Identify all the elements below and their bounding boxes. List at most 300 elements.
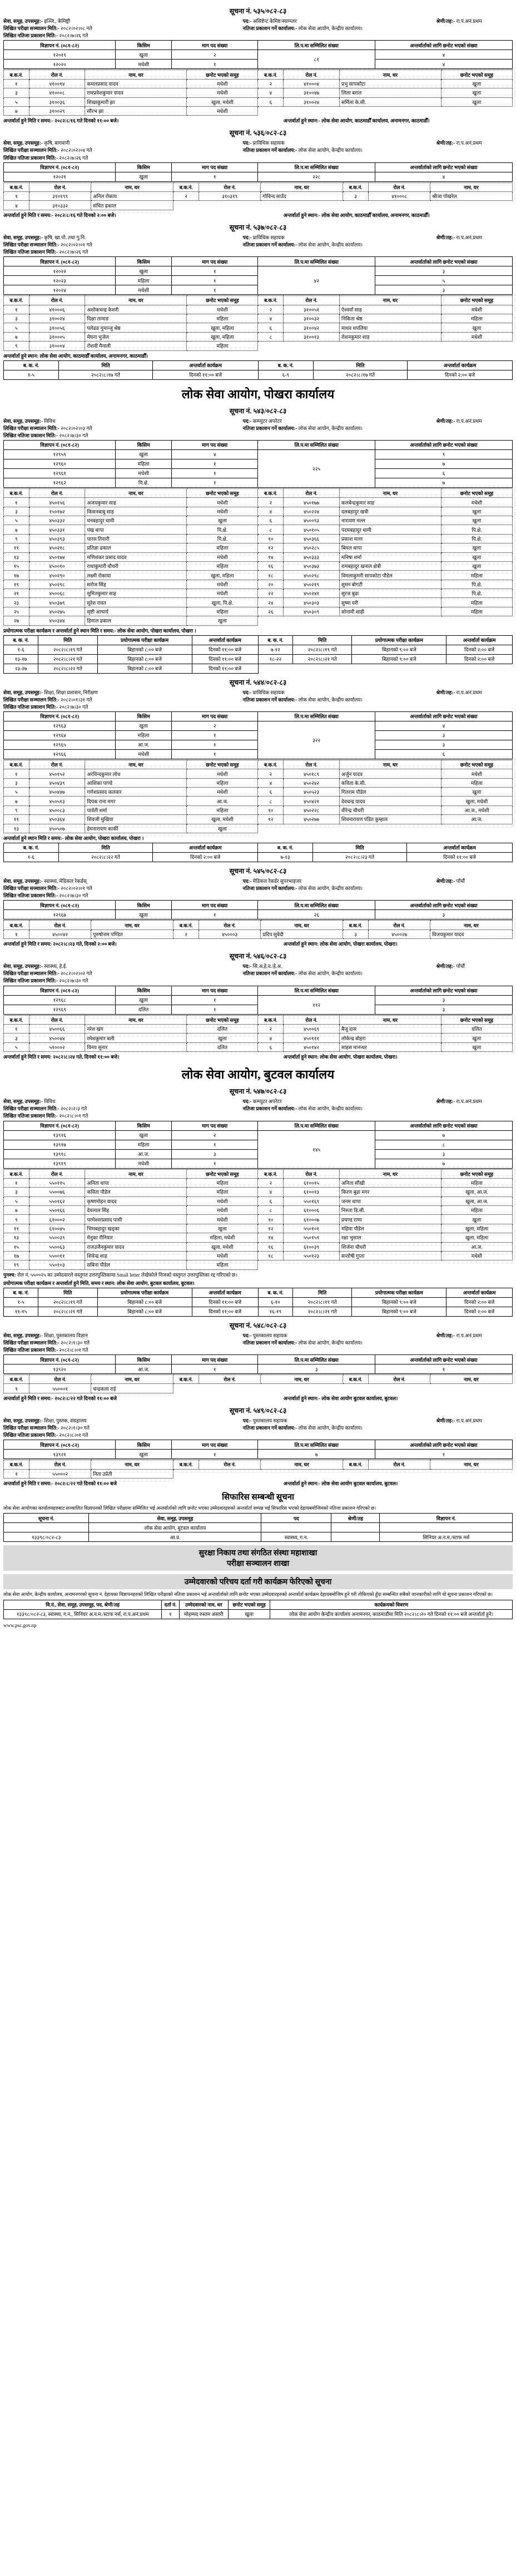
- cell-kisim: खुला: [116, 1450, 172, 1459]
- cell-roll: ५५००३९: [29, 1233, 85, 1242]
- meta-value: २०८२।८।०१ गते: [59, 1113, 88, 1119]
- th-practical-prog: प्रयोगात्मक परीक्षा कार्यक्रम: [97, 1288, 192, 1297]
- cell-group: खुला: [441, 1034, 512, 1042]
- cell-appeared: २२८: [258, 172, 375, 181]
- cell-name: रक्षा भुसाल: [339, 1233, 441, 1242]
- meta-label: पद:-: [242, 140, 252, 146]
- cell-name: साहस मानन्धर: [339, 1042, 441, 1051]
- cell-sn: १६: [258, 1242, 284, 1251]
- cell-name: संचित ढकाल: [91, 201, 173, 210]
- th-ad-no: विज्ञापन नं. (०८१-८२): [4, 41, 116, 50]
- cell-roll: ४५०२७५: [29, 607, 85, 616]
- th-ad-no: विज्ञापन नं. (०८१-८२): [4, 1121, 116, 1130]
- cell-sn: २१: [4, 589, 29, 598]
- cell-roll: ४५०२२८: [284, 805, 340, 814]
- meta-label: नतिजा प्रकाशन गर्ने कार्यालय:-: [242, 886, 297, 892]
- cell-roll: ५५०००२: [29, 1469, 91, 1478]
- meta-row: [3, 885, 513, 892]
- cell-sn: [258, 664, 292, 673]
- cell-kisim: महिला: [116, 730, 172, 740]
- cell-appeared: ७: [258, 1450, 375, 1459]
- table-row: [4, 266, 513, 276]
- cell-sn: १-६: [4, 852, 59, 862]
- cell-ad-no: १३९१७: [4, 1140, 116, 1149]
- meta-value: रा.प.अनं.प्रथम: [456, 234, 482, 240]
- cell-group: खुला: [187, 824, 258, 833]
- interview-place: अन्तर्वार्ता हुने स्थान:- लोक सेवा आयोग बुटवल कार्यालय, बुटवल।: [283, 1395, 398, 1401]
- meta-field: [243, 689, 436, 696]
- table-row: [4, 645, 513, 654]
- meta-field: [3, 878, 243, 884]
- cell-roll: ४५००६९: [284, 1024, 340, 1033]
- meta-label: लिखित परीक्षा सञ्चालन मिति:-: [3, 886, 59, 892]
- cell-group: खुला, मधेशी: [187, 1242, 258, 1251]
- cell-group: मधेशी: [187, 1196, 258, 1205]
- cell-roll: ३१००४२: [284, 323, 340, 332]
- th-roll: रोल नं.: [29, 1460, 91, 1469]
- cell-ad-no: १३९१९: [4, 1159, 116, 1168]
- th-selected: अन्तर्वार्ताको लागि छनोट भएको संख्या: [375, 257, 512, 266]
- cell-sn: ४: [258, 88, 284, 97]
- cell-name: बैजु दास: [339, 1024, 441, 1033]
- cell-name: प्रदिप सुवेदी: [261, 929, 343, 938]
- meta-label: नतिजा प्रकाशन गर्ने कार्यालय:-: [242, 26, 297, 32]
- th-roll: रोल नं.: [29, 1015, 85, 1024]
- table-row: [4, 1233, 513, 1242]
- schedule-place-line: अन्तर्वार्ता हुने स्थान: लोक सेवा आयोग, काठमाडौँ कार्यालय, अनामनगर, काठमाडौँ।: [3, 353, 148, 359]
- cell-posts: १: [171, 1005, 258, 1014]
- th-interview-prog: अन्तर्वार्ता कार्यक्रम: [446, 635, 513, 645]
- th-name: नाम, थर: [261, 1375, 343, 1384]
- cell-sn: २०: [258, 580, 284, 589]
- th-posts: माग पद संख्या: [171, 440, 258, 449]
- th-kisim: किसिम: [116, 1355, 172, 1364]
- cell-posts: १: [171, 478, 258, 487]
- cell-kisim: मधेशी: [116, 60, 172, 69]
- cell-roll: ५५०१६९: [284, 1196, 340, 1205]
- cell-miti: २०८२।८।१९ गते: [292, 1297, 351, 1307]
- cell-roll: ४५०१५६: [29, 498, 85, 507]
- meta-field: [243, 1417, 436, 1424]
- cell-posts: १: [171, 749, 258, 759]
- table-row: [4, 498, 513, 507]
- meta-label: लिखित नतिजा प्रकाशन मिति:-: [3, 1432, 58, 1438]
- cell-sn: १३: [4, 824, 29, 833]
- table-header-row: [4, 162, 513, 172]
- meta-field: [3, 704, 243, 710]
- cell-practical-prog: बिहानको ८:०० बजे: [97, 1307, 192, 1316]
- th-appeared: लि.प.मा सम्मिलित संख्या: [258, 162, 375, 172]
- cell-roll: ४५०१०५: [284, 525, 340, 534]
- meta-field: [243, 885, 436, 892]
- cell-kisim: खुला: [116, 1130, 172, 1140]
- meta-value: २०८२।७।३० गते: [59, 978, 88, 984]
- meta-value: इञ्जि., केमिष्ट्री: [44, 18, 71, 24]
- interview-datetime: अन्तर्वार्ता हुने मिति र समय:- २०८२/८/२२ गते दिनको ११:०० बजे: [3, 1395, 117, 1401]
- interview-place: अन्तर्वार्ता हुने स्थान: लोक सेवा आयोग, पोखरा कार्यालय, पोखरा।: [283, 941, 398, 947]
- cell-name: शिर्जना चौधरी: [339, 1242, 441, 1251]
- meta-value: लोक सेवा आयोग, केन्द्रीय कार्यालय।: [298, 241, 363, 248]
- meta-field: [243, 963, 436, 970]
- meta-field: [3, 696, 243, 703]
- th-name: नाम, थर: [339, 1169, 441, 1178]
- cell-sn: ४: [258, 1034, 284, 1042]
- th-kisim: किसिम: [116, 162, 172, 172]
- table-row: [4, 50, 513, 60]
- cell-selected: ३: [375, 1005, 512, 1014]
- cell-sn: ४: [258, 778, 284, 787]
- th-selected: अन्तर्वार्ताको लागि छनोट भएको संख्या: [375, 711, 512, 721]
- cell-selected: ३: [375, 285, 512, 295]
- vacancy-summary-table: [3, 440, 513, 488]
- th-name: नाम, थर: [85, 1015, 187, 1024]
- meta-label: लिखित परीक्षा सञ्चालन मिति:-: [3, 425, 59, 431]
- interview-place: अन्तर्वार्ता हुने स्थान:- लोक सेवा आयोग, काठमाडौँ कार्यालय, अनामनगर, काठमाडौँ।: [283, 212, 430, 218]
- meta-field: [3, 977, 243, 984]
- table-row: [4, 1609, 513, 1619]
- table-row: [4, 507, 513, 516]
- cell-name: पार्वती शर्मा: [85, 805, 187, 814]
- cell-roll: ४५०२४१: [284, 589, 340, 598]
- th-interview-prog: अन्तर्वार्ता कार्यक्रम: [408, 360, 513, 370]
- security-section-banner: [3, 1545, 513, 1571]
- meta-value: २०८२।१।३० गते: [60, 1339, 90, 1346]
- th-miti: मिति: [313, 360, 407, 370]
- cell-posts: १: [171, 1450, 258, 1459]
- table-row: [4, 1024, 513, 1033]
- cell-ad-no: १२९६५: [4, 740, 116, 749]
- cell-name: शिवजी मुखिया: [85, 815, 187, 824]
- meta-value: प्राविधिक सहायक: [252, 689, 285, 695]
- cell-sn: १३: [4, 552, 29, 561]
- cell-name: बिमल थापा: [339, 543, 441, 552]
- cell-selected: ३: [375, 740, 512, 749]
- cell-selected: ४: [375, 60, 512, 69]
- cell-sn: १६: [258, 561, 284, 570]
- cell-name: ऐश्वर्या साह: [339, 305, 441, 314]
- cell-kisim: मधेशी: [116, 285, 172, 295]
- th-posts: माग पद संख्या: [171, 162, 258, 172]
- cell-group: दलित: [187, 1024, 258, 1033]
- schedule-place-line: अन्तर्वार्ता हुने स्थान मिति र समय:- लोक सेवा आयोग, पोखरा कार्यालय, पोखरा ।: [3, 835, 144, 841]
- th-roll: रोल नं.: [29, 488, 85, 497]
- cell-group: खुला: [441, 1215, 512, 1224]
- cell-selected: ३: [375, 730, 512, 740]
- cell-roll: ४५०००३: [199, 929, 261, 938]
- meta-field: [3, 970, 243, 977]
- meta-field: [3, 18, 243, 24]
- cell-selected: ४: [375, 721, 512, 730]
- cell-level: [331, 1523, 380, 1532]
- th-sn: ब.क.नं.: [343, 921, 368, 929]
- notice-block: [3, 1066, 513, 1317]
- th-posts: माग पद संख्या: [171, 986, 258, 995]
- meta-label: श्रेणी/तह:-: [436, 963, 455, 970]
- cell-roll: ५५०१६६: [29, 1206, 85, 1215]
- cell-roll: ६१०००६: [284, 1206, 340, 1215]
- cell-name: नारायण मल्ल: [339, 516, 441, 525]
- th-interview-prog: अन्तर्वार्ता कार्यक्रम: [192, 635, 258, 645]
- meta-field: [243, 1339, 436, 1346]
- table-row: [4, 1384, 513, 1393]
- cell-interview-prog: दिनको ११:०० बजे: [192, 645, 258, 654]
- th-final-1: दर्ता नं.: [162, 1600, 179, 1609]
- cell-sn: १: [4, 1469, 29, 1478]
- vacancy-summary-table: [3, 1440, 513, 1459]
- cell-group: खुला, आ.ज.: [441, 1188, 512, 1196]
- candidates-table: [3, 1460, 513, 1479]
- notice-block: [3, 1321, 513, 1402]
- cell-practical-prog: बिहानको ८:०० बजे: [97, 1297, 192, 1307]
- meta-label: सेवा, समूह, उपसमूह:-: [3, 689, 43, 695]
- cell-roll: ३१००३६: [29, 97, 85, 106]
- table-row: [4, 824, 513, 833]
- meta-value: विविध: [44, 418, 56, 424]
- meta-label: सेवा, समूह, उपसमूह:-: [3, 1332, 43, 1338]
- meta-value: विविध: [44, 1099, 56, 1105]
- cell-roll: ५१०००२: [29, 1042, 85, 1051]
- cell-roll: ३१०००४: [29, 342, 85, 350]
- th-sn: ब.क.नं.: [4, 296, 29, 305]
- notice-title: सूचना नं. ५४६/०८२-८३: [229, 952, 287, 961]
- cell-sn: १३: [4, 1233, 29, 1242]
- cell-group: मधेशी: [187, 1251, 258, 1260]
- th-group: छनोट भएको समूह: [187, 296, 258, 305]
- cell-roll: ३१००२४: [29, 314, 85, 323]
- interview-place: अन्तर्वार्ता हुने स्थान:- लोक सेवा आयोग बुटवल कार्यालय, बुटवल।: [283, 1480, 398, 1486]
- meta-field: [243, 18, 436, 24]
- cell-sn: २: [258, 1178, 284, 1187]
- meta-field: [3, 1347, 243, 1353]
- cell-name: आशिका पाण्डे: [85, 778, 187, 787]
- footer-row: [3, 1480, 513, 1487]
- cell-group: आ.ज.: [441, 1242, 512, 1251]
- th-sn: ब. क. नं.: [258, 843, 313, 852]
- cell-name: सुरज बुढा: [339, 589, 441, 598]
- cell-sn: १: [4, 769, 29, 778]
- table-header-row: [4, 1375, 513, 1384]
- meta-field: [243, 425, 436, 432]
- th-name: नाम, थर: [85, 296, 187, 305]
- cell-sn: १: [4, 1178, 29, 1187]
- interview-datetime: अन्तर्वार्ता हुने मिति र समय: २०८२।८।२३ गते, दिनको २:०० बजे।: [3, 941, 117, 947]
- cell-service: आ.प्र.: [89, 1532, 261, 1542]
- cell-posts: १: [171, 995, 258, 1005]
- th-roll: रोल नं.: [369, 1375, 430, 1384]
- th-name: नाम, थर: [85, 760, 187, 769]
- meta-row: [3, 1432, 513, 1438]
- cell-group: महिला: [441, 1178, 512, 1187]
- th-roll: रोल नं.: [284, 1169, 340, 1178]
- cell-appeared: ३२२: [258, 721, 375, 759]
- cell-roll: ४५०२४२: [284, 778, 340, 787]
- cell-posts: ४: [171, 449, 258, 459]
- cell-sn: ७-१२: [258, 645, 292, 654]
- meta-row: [3, 1113, 513, 1119]
- cell-group: खुला, मधेशी: [187, 815, 258, 824]
- table-row: [4, 995, 513, 1005]
- table-row: [4, 342, 513, 350]
- cell-name: अनिता थापा: [85, 1178, 187, 1187]
- cell-roll: ४५०२७७: [284, 815, 340, 824]
- cell-name: लिला बराल: [339, 88, 441, 97]
- meta-row: [3, 25, 513, 32]
- table-row: [4, 797, 513, 805]
- cell-name: लोकेन्द्र बोहरा: [339, 1034, 441, 1042]
- cell-group: खुला: [441, 552, 512, 561]
- cell-sn: ७: [4, 332, 29, 341]
- meta-label: सेवा, समूह, उपसमूह:-: [3, 418, 43, 424]
- cell-name: सौरभ झा: [85, 106, 187, 115]
- cell-ad-no: १३९१८: [4, 1149, 116, 1159]
- meta-field: [436, 963, 513, 970]
- table-row: [4, 1042, 513, 1051]
- cell-posts: १: [171, 1140, 258, 1149]
- cell-roll: ४५०१५२: [29, 769, 85, 778]
- meta-value: लोक सेवा आयोग, केन्द्रीय कार्यालय।: [298, 971, 363, 977]
- table-header-row: [4, 257, 513, 266]
- meta-value: असिष्टेन्ट केमिष्ट/स्याम्प्लर: [252, 18, 297, 24]
- th-posts: माग पद संख्या: [171, 711, 258, 721]
- footer-row: [3, 1053, 513, 1060]
- cell-roll: ४१०००६: [29, 305, 85, 314]
- cell-sn: १८: [258, 1251, 284, 1260]
- cell-name: अरविन्दकुमार लोध: [85, 769, 187, 778]
- meta-value: रा.प.अनं.प्रथम: [456, 1332, 482, 1338]
- notice-title: सूचना नं. ५४४/०८२-८३: [229, 678, 287, 686]
- cell-interview-prog: दिनको ११:०० बजे: [192, 1307, 258, 1316]
- cell-group: पि.क्षे.: [441, 525, 512, 534]
- th-interview-prog: अन्तर्वार्ता कार्यक्रम: [407, 843, 513, 852]
- meta-row: [3, 1332, 513, 1339]
- cell-selected: ७: [375, 478, 512, 487]
- cell-sn: २५: [4, 607, 29, 616]
- cell-sn: ७: [4, 1206, 29, 1215]
- cell-name: दिपक राना मगर: [85, 797, 187, 805]
- cell-group: खुला, आ.ज.: [441, 1196, 512, 1205]
- meta-label: लिखित नतिजा प्रकाशन मिति:-: [3, 1113, 58, 1119]
- cell-practical-prog: बिहानको ९:०० बजे: [352, 654, 446, 664]
- table-row: [4, 88, 513, 97]
- cell-sn: ७: [4, 797, 29, 805]
- table-row: [4, 1034, 513, 1042]
- meta-row: [3, 1347, 513, 1353]
- meta-label: सेवा, समूह, उपसमूह:-: [3, 140, 43, 146]
- notice-block: [3, 385, 513, 674]
- th-miti: मिति: [38, 1288, 97, 1297]
- cell-group: खुला: [441, 507, 512, 516]
- candidates-table: [3, 70, 513, 116]
- cell-name: सबिना पौडेल: [85, 1260, 187, 1269]
- cell-sn: २: [173, 929, 199, 938]
- cell-sn: ६-१०: [258, 1297, 292, 1307]
- table-row: [4, 1297, 513, 1307]
- cell-kisim: खुला: [116, 910, 172, 919]
- interview-place: अन्तर्वार्ता हुने स्थान: लोक सेवा आयोग, पोखरा कार्यालय, पोखरा।: [283, 1054, 398, 1060]
- cell-name: राधाकुमारी चौधरी: [85, 561, 187, 570]
- cell-ad-no: १२०२३: [4, 276, 116, 285]
- candidates-table: [3, 295, 513, 350]
- table-row: [4, 852, 513, 862]
- meta-value: रा.प.अनं.प्रथम: [456, 1417, 482, 1423]
- cell-miti: २०८२।८।१७ गते: [58, 370, 152, 379]
- cell-sn: ६: [258, 516, 284, 525]
- cell-roll: ३१०३१९: [199, 192, 261, 201]
- cell-name: कृष्णमोहन यादव: [85, 1196, 187, 1205]
- meta-label: लिखित परीक्षा सञ्चालन मिति:-: [3, 1106, 59, 1112]
- meta-label: लिखित नतिजा प्रकाशन मिति:-: [3, 704, 58, 710]
- notice-block: [3, 678, 513, 862]
- cell-group: महिला: [441, 314, 512, 323]
- cell-kisim: खुला: [116, 50, 172, 60]
- interview-place: अन्तर्वार्ता हुने स्थान:- लोक सेवा आयोग, काठमाडौँ कार्यालय, अनामनगर, काठमाडौँ।: [283, 118, 430, 124]
- meta-value: शिक्षा, पुस्तकालय विज्ञान: [44, 1332, 88, 1338]
- meta-row: [3, 18, 513, 24]
- meta-label: लिखित नतिजा प्रकाशन मिति:-: [3, 155, 58, 161]
- th-roll: रोल नं.: [29, 70, 85, 79]
- meta-label: श्रेणी/तह:-: [436, 878, 455, 884]
- meta-field: [3, 1425, 243, 1431]
- cell-posts: १: [171, 172, 258, 181]
- cell-name: मेनुका रौनियार: [85, 1233, 187, 1242]
- th-sn: ब. क. नं.: [258, 635, 292, 645]
- meta-label: लिखित परीक्षा सञ्चालन मिति:-: [3, 971, 59, 977]
- meta-field: [3, 1105, 243, 1112]
- th-roll: रोल नं.: [284, 70, 340, 79]
- cell-ad-no: १२९६७: [4, 910, 116, 919]
- th-roll: रोल नं.: [29, 182, 91, 191]
- cell-interview-prog: दिनको ११:०० बजे: [192, 1297, 258, 1307]
- th-roll: रोल नं.: [29, 1375, 91, 1384]
- th-sn: ब.क.नं.: [4, 488, 29, 497]
- cell-miti: २०८२।८।२३ गते: [312, 852, 406, 862]
- meta-field: [243, 878, 436, 884]
- footer-row: [3, 1395, 513, 1402]
- cell-roll: ४५०२२४: [284, 507, 340, 516]
- cell-selected: ३: [375, 1149, 512, 1159]
- cell-sn: १६-१९: [258, 1307, 292, 1316]
- cell-name: चन्द्रकला राई: [91, 1384, 173, 1393]
- cell-sn: १९: [4, 1260, 29, 1269]
- cell-name: वीरेन्द्र चौधरी: [339, 805, 441, 814]
- meta-value: रा.प.अनं.प्रथम: [456, 140, 482, 146]
- cell-name: गणेशप्रसाद कलवार: [85, 788, 187, 797]
- cell-group: मधेशी: [187, 79, 258, 88]
- th-appeared: लि.प.मा सम्मिलित संख्या: [258, 986, 375, 995]
- meta-label: श्रेणी/तह:-: [436, 689, 455, 695]
- meta-value: स्वास्थ्य, हे.ई.: [44, 963, 67, 970]
- th-posts: माग पद संख्या: [171, 1440, 258, 1450]
- th-sn: ब.क.नं.: [4, 1375, 29, 1384]
- cell-name: रामबहादुर खनाल क्षेत्री: [339, 561, 441, 570]
- meta-field: [436, 234, 513, 241]
- table-row: [4, 788, 513, 797]
- cell-group: महिला: [187, 543, 258, 552]
- th-interview-prog: अन्तर्वार्ता कार्यक्रम: [192, 1288, 258, 1297]
- cell-sn: १८-२२: [258, 654, 292, 664]
- meta-field: [436, 18, 513, 24]
- meta-row: [3, 140, 513, 146]
- cell-roll: ६१०००७: [284, 1215, 340, 1224]
- meta-value: २०८२।७।२६ गते: [59, 249, 88, 255]
- meta-field: [3, 885, 243, 892]
- table-row: [4, 525, 513, 534]
- th-kisim: किसिम: [116, 41, 172, 50]
- cell-group: महिला: [187, 607, 258, 616]
- cell-sn: २६: [258, 607, 284, 616]
- cell-appeared: ४२: [258, 266, 375, 295]
- cell-name: गितराम पौडेल: [339, 788, 441, 797]
